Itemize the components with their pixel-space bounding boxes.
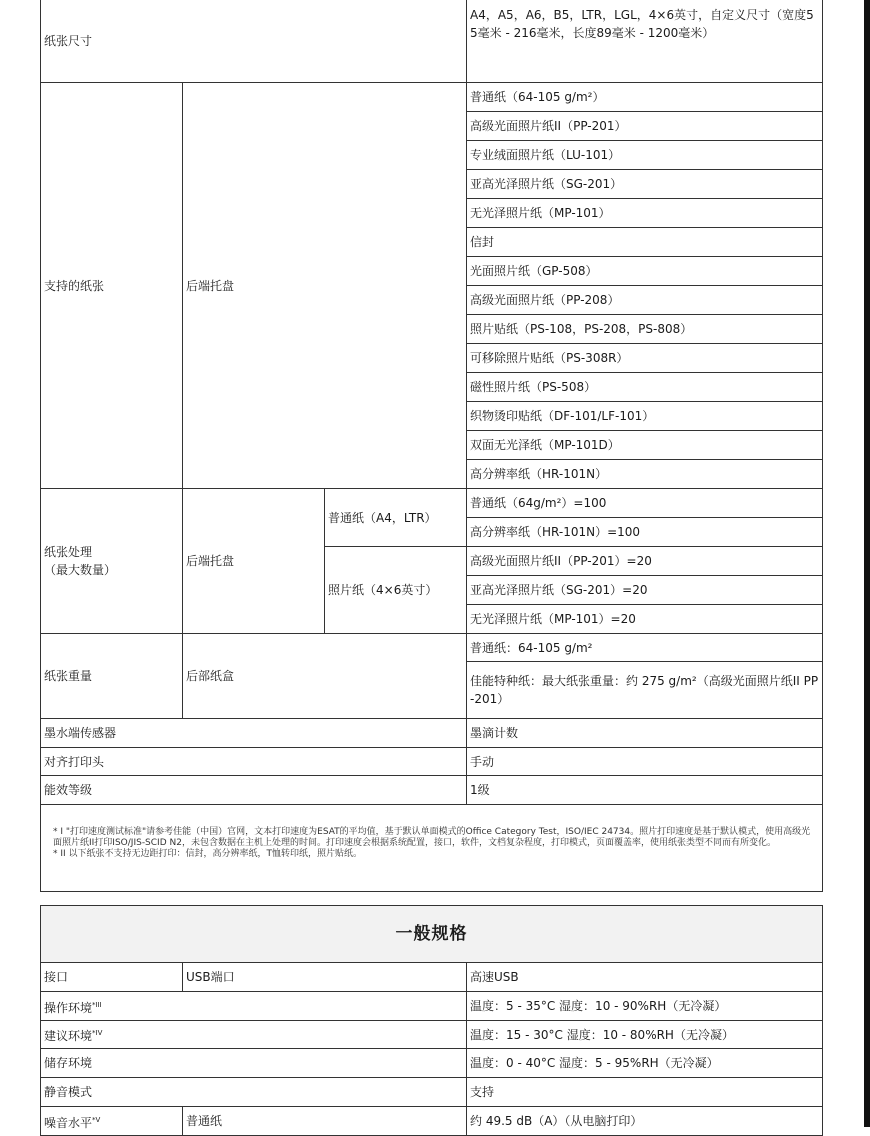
- row-paper-size: [41, 0, 823, 83]
- row-storage-env: [41, 1049, 823, 1078]
- supported-paper-item: 织物烫印贴纸（DF-101/LF-101）: [467, 402, 823, 431]
- supported-paper-item: 磁性照片纸（PS-508）: [467, 373, 823, 402]
- recommended-env-value: 温度：15 - 30°C 湿度：10 - 80%RH（无冷凝）: [467, 1021, 823, 1049]
- supported-paper-item: 专业绒面照片纸（LU-101）: [467, 141, 823, 170]
- supported-paper-item: 普通纸（64-105 g/m²）: [467, 83, 823, 112]
- interface-sub: USB端口: [183, 963, 467, 992]
- footnote: * II 以下纸张不支持无边距打印：信封，高分辨率纸，T恤转印纸，照片贴纸。: [53, 849, 363, 859]
- row-ink-sensor: [41, 719, 823, 748]
- row-paper-handling: [41, 489, 823, 518]
- paper-weight-label: 纸张重量: [41, 634, 183, 719]
- quiet-mode-label: 静音模式: [41, 1078, 467, 1107]
- paper-handling-label: [41, 489, 183, 634]
- row-operating-env: [41, 992, 823, 1021]
- footnote-mark: *III: [92, 1000, 102, 1009]
- row-supported-paper: [41, 83, 823, 112]
- paper-handling-item: 亚高光泽照片纸（SG-201）=20: [467, 576, 823, 605]
- interface-value: 高速USB: [467, 963, 823, 992]
- noise-text: 噪音水平: [44, 1115, 93, 1130]
- footnote-mark: *V: [92, 1115, 101, 1124]
- recommended-env-text: 建议环境: [44, 1029, 93, 1043]
- footnote: * I "打印速度测试标准"请参考佳能（中国）官网，文本打印速度为ESAT的平均值，基于默认单面模式的Office Category Test，ISO/IEC 24734。照片打印速度是基于默认模式，使用高级光面照片纸II打印ISO/JIS-SCID N2，未包含数据在主机上处理的时间。打印速度会根据系统配置，接口，软件，文档复杂程度，打印模式，页面覆盖率，使用纸张类型不同而有所变化。: [53, 827, 811, 848]
- row-interface: [41, 963, 823, 992]
- supported-paper-item: 无光泽照片纸（MP-101）: [467, 199, 823, 228]
- noise-label: [41, 1107, 183, 1136]
- paper-handling-photo-label: 照片纸（4×6英寸）: [325, 547, 467, 634]
- row-noise: [41, 1107, 823, 1136]
- row-head-align: [41, 748, 823, 776]
- paper-handling-tray: 后端托盘: [183, 489, 325, 634]
- supported-paper-item: 高分辨率纸（HR-101N）: [467, 460, 823, 489]
- recommended-env-label: [41, 1021, 467, 1049]
- paper-handling-item: 高分辨率纸（HR-101N）=100: [467, 518, 823, 547]
- supported-paper-item: 高级光面照片纸（PP-208）: [467, 286, 823, 315]
- head-align-label: 对齐打印头: [41, 748, 467, 776]
- row-energy: [41, 776, 823, 805]
- paper-handling-item: 高级光面照片纸II（PP-201）=20: [467, 547, 823, 576]
- paper-handling-item: 普通纸（64g/m²）=100: [467, 489, 823, 518]
- energy-value: 1级: [467, 776, 823, 805]
- supported-paper-item: 信封: [467, 228, 823, 257]
- supported-paper-item: 高级光面照片纸II（PP-201）: [467, 112, 823, 141]
- footnotes: [41, 805, 823, 892]
- supported-paper-item: 可移除照片贴纸（PS-308R）: [467, 344, 823, 373]
- ink-sensor-label: 墨水端传感器: [41, 719, 467, 748]
- paper-handling-item: 无光泽照片纸（MP-101）=20: [467, 605, 823, 634]
- general-spec-title: 一般规格: [41, 906, 823, 963]
- general-spec-table: [40, 905, 823, 1136]
- row-footnotes: [41, 805, 823, 892]
- noise-sub: 普通纸: [183, 1107, 467, 1136]
- quiet-mode-value: 支持: [467, 1078, 823, 1107]
- head-align-value: 手动: [467, 748, 823, 776]
- paper-size-value: A4，A5，A6，B5，LTR，LGL，4×6英寸，自定义尺寸（宽度55毫米 - 216毫米，长度89毫米 - 1200毫米）: [467, 0, 823, 83]
- noise-value: 约 49.5 dB（A）（从电脑打印）: [467, 1107, 823, 1136]
- paper-size-label: 纸张尺寸: [41, 0, 467, 83]
- storage-env-value: 温度：0 - 40°C 湿度：5 - 95%RH（无冷凝）: [467, 1049, 823, 1078]
- operating-env-value: 温度：5 - 35°C 湿度：10 - 90%RH（无冷凝）: [467, 992, 823, 1021]
- paper-weight-canon: 佳能特种纸：最大纸张重量：约 275 g/m²（高级光面照片纸II PP-201）: [467, 662, 823, 719]
- footnote-mark: *IV: [92, 1029, 103, 1037]
- operating-env-text: 操作环境: [44, 1000, 93, 1015]
- paper-handling-label-line2: （最大数量）: [44, 563, 117, 577]
- paper-weight-plain: 普通纸：64-105 g/m²: [467, 634, 823, 662]
- row-recommended-env: [41, 1021, 823, 1049]
- interface-label: 接口: [41, 963, 183, 992]
- supported-paper-item: 照片贴纸（PS-108，PS-208，PS-808）: [467, 315, 823, 344]
- supported-paper-item: 双面无光泽纸（MP-101D）: [467, 431, 823, 460]
- paper-weight-tray: 后部纸盒: [183, 634, 467, 719]
- supported-paper-item: 亚高光泽照片纸（SG-201）: [467, 170, 823, 199]
- operating-env-label: [41, 992, 467, 1021]
- ink-sensor-value: 墨滴计数: [467, 719, 823, 748]
- energy-label: 能效等级: [41, 776, 467, 805]
- page-right-border: [864, 0, 870, 1127]
- supported-paper-item: 光面照片纸（GP-508）: [467, 257, 823, 286]
- storage-env-label: 储存环境: [41, 1049, 467, 1078]
- supported-paper-tray: 后端托盘: [183, 83, 467, 489]
- general-title-row: [41, 906, 823, 963]
- supported-paper-label: 支持的纸张: [41, 83, 183, 489]
- spec-table: [40, 0, 823, 892]
- paper-handling-plain-label: 普通纸（A4，LTR）: [325, 489, 467, 547]
- row-quiet-mode: [41, 1078, 823, 1107]
- row-paper-weight: [41, 634, 823, 662]
- paper-handling-label-line1: 纸张处理: [44, 545, 93, 559]
